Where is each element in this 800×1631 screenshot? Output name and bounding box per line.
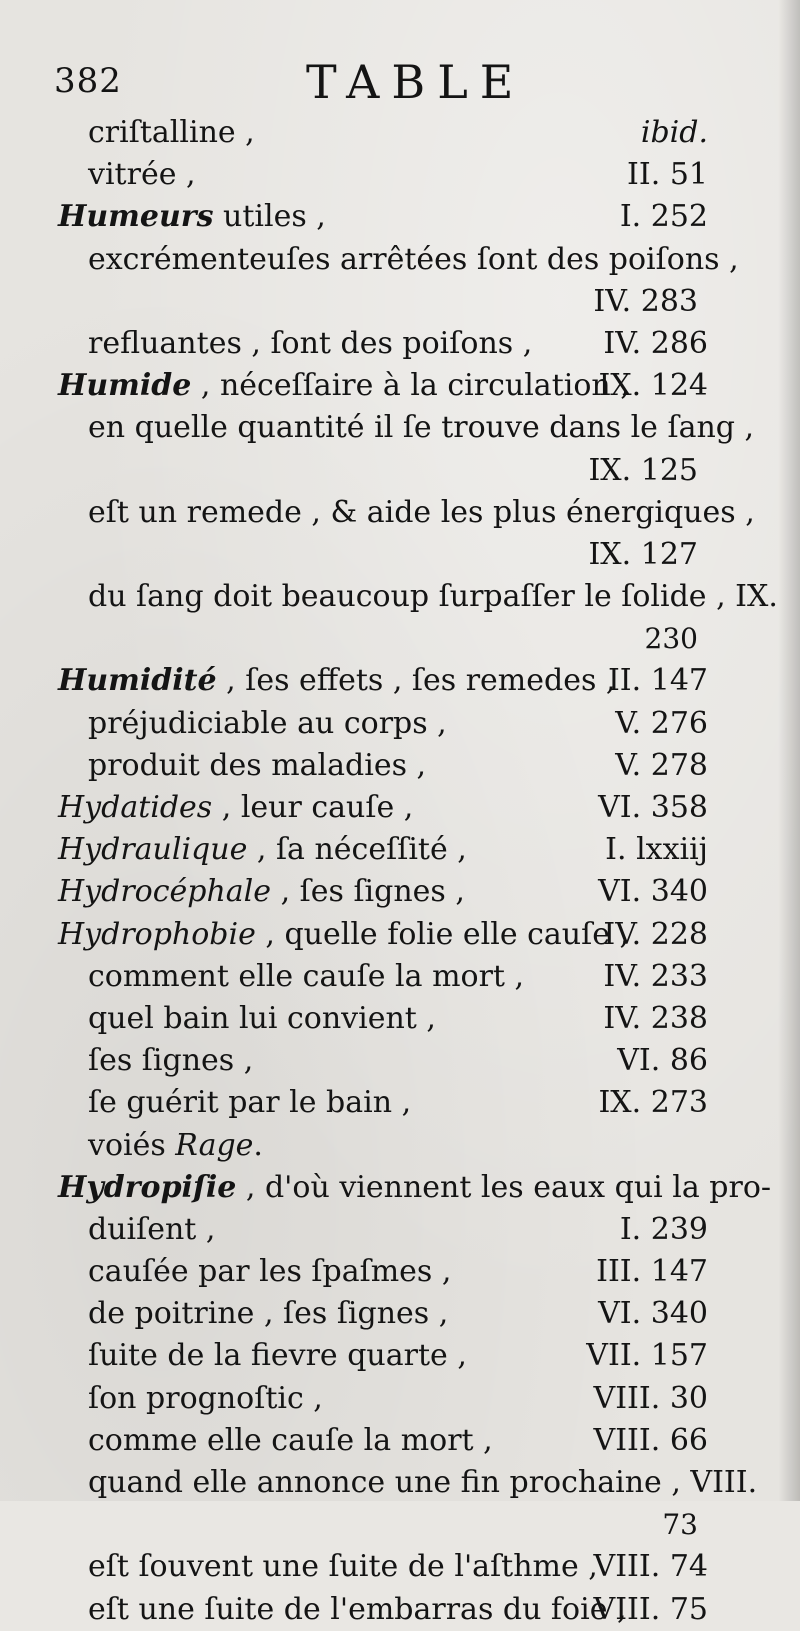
entry-reference: V. 278: [615, 747, 708, 783]
entry-text: criſtalline ,: [88, 115, 255, 150]
entry-text: eſt une ſuite de l'embarras du foie ,: [88, 1591, 627, 1627]
entry-reference: IX. 273: [598, 1085, 708, 1121]
entry-reference: II. 51: [627, 157, 708, 193]
index-line: [0, 112, 800, 154]
entry-text: préjudiciable au corps ,: [88, 705, 447, 741]
index-line: [0, 534, 800, 576]
index-entries: [0, 112, 800, 1631]
index-line: [0, 1125, 800, 1167]
index-line: [0, 1504, 800, 1546]
entry-text: [58, 914, 629, 956]
index-line: [0, 618, 800, 660]
entry-text: excrémenteuſes arrêtées ſont des poiſons ,: [88, 241, 739, 277]
entry-text: cauſée par les ſpaſmes ,: [88, 1254, 452, 1290]
index-line: [0, 787, 800, 829]
index-line: [0, 323, 800, 365]
entry-reference: IX. 124: [598, 368, 708, 404]
entry-text: ſon prognoſtic ,: [88, 1380, 323, 1416]
index-line: [0, 281, 800, 323]
running-title: TABLE: [306, 55, 526, 109]
index-line: [0, 1209, 800, 1251]
entry-reference: IV. 238: [603, 1000, 708, 1036]
index-line: [0, 998, 800, 1040]
entry-text: quand elle annonce une fin prochaine , VIII.: [88, 1465, 758, 1500]
cross-reference-prefix: voiés: [88, 1127, 176, 1163]
entry-heading: Hydraulique: [58, 832, 248, 868]
entry-subtext: utiles ,: [213, 199, 326, 235]
entry-text: vitrée ,: [88, 157, 196, 193]
entry-text: comme elle cauſe la mort ,: [88, 1422, 493, 1458]
page-number: 382: [54, 61, 122, 101]
entry-reference: I. 252: [619, 199, 708, 235]
entry-heading: Humeurs: [58, 199, 214, 235]
entry-text: [58, 829, 467, 871]
entry-text: [58, 1167, 771, 1209]
index-line: [0, 1378, 800, 1420]
entry-heading: Humidité: [58, 663, 217, 699]
entry-text: en quelle quantité il ſe trouve dans le ſang ,: [88, 410, 755, 446]
entry-subtext: , ſa néceſſité ,: [247, 832, 467, 868]
index-line: [0, 1462, 800, 1504]
index-line: [0, 365, 800, 407]
entry-reference: IV. 233: [603, 958, 708, 994]
entry-text: [58, 871, 465, 913]
entry-reference: IV. 283: [593, 283, 698, 319]
entry-text: ſuite de la fievre quarte ,: [88, 1338, 467, 1374]
index-line: [0, 239, 800, 281]
index-line: [0, 1589, 800, 1631]
entry-text: produit des maladies ,: [88, 747, 427, 783]
entry-text: du ſang doit beaucoup ſurpaſſer le ſolide , IX.: [88, 579, 778, 615]
index-line: [0, 196, 800, 238]
index-line: [0, 1040, 800, 1082]
entry-heading: Hydrocéphale: [58, 874, 272, 910]
entry-heading: Hydrophobie: [58, 916, 256, 952]
entry-subtext: , d'où viennent les eaux qui la pro-: [236, 1169, 772, 1205]
entry-text: duiſent ,: [88, 1211, 216, 1247]
index-line: [0, 871, 800, 913]
cross-reference-target: Rage: [175, 1127, 254, 1163]
entry-reference: I. lxxiij: [605, 832, 708, 868]
entry-reference: VI. 340: [598, 1296, 708, 1332]
cross-reference-suffix: .: [253, 1127, 263, 1163]
entry-reference: VI. 340: [598, 874, 708, 910]
entry-subtext: , ſes effets , ſes remedes ,: [216, 663, 616, 699]
entry-reference: VI. 358: [598, 790, 708, 825]
entry-reference: IV. 228: [603, 916, 708, 952]
entry-text: ſes ſignes ,: [88, 1043, 254, 1079]
entry-reference: VIII. 75: [593, 1591, 708, 1627]
index-line: [0, 703, 800, 745]
entry-reference: IX. 127: [588, 536, 698, 572]
index-line: [0, 407, 800, 449]
index-line: [0, 1420, 800, 1462]
entry-text: [58, 365, 630, 407]
entry-reference: III. 147: [596, 1254, 708, 1290]
entry-text: quel bain lui convient ,: [88, 1000, 436, 1036]
entry-heading: Hydropiſie: [58, 1169, 237, 1205]
entry-text: eſt ſouvent une ſuite de l'aſthme ,: [88, 1549, 598, 1585]
entry-heading: Humide: [58, 368, 192, 404]
entry-reference: V. 276: [615, 705, 708, 741]
entry-reference: IV. 286: [603, 325, 708, 361]
entry-text: ſe guérit par le bain ,: [88, 1085, 412, 1121]
index-line: [0, 1293, 800, 1335]
index-line: [0, 576, 800, 618]
entry-reference: VII. 157: [586, 1338, 708, 1374]
index-line: [0, 450, 800, 492]
entry-reference: IX. 125: [588, 452, 698, 488]
index-line: [0, 1251, 800, 1293]
entry-text: eſt un remede , & aide les plus énergiques ,: [88, 494, 755, 530]
index-line: [0, 154, 800, 196]
entry-text: [58, 660, 615, 702]
entry-reference: I. 239: [619, 1211, 708, 1247]
entry-reference: VIII. 66: [593, 1422, 708, 1458]
entry-reference: 73: [662, 1508, 698, 1542]
index-line: [0, 956, 800, 998]
entry-text: [88, 1125, 263, 1167]
entry-reference: VIII. 30: [593, 1380, 708, 1416]
entry-subtext: , néceſſaire à la circulation ,: [191, 368, 630, 404]
entry-reference: 230: [644, 622, 698, 656]
entry-reference: VIII. 74: [593, 1549, 708, 1585]
running-header: [48, 55, 748, 115]
index-line: [0, 914, 800, 956]
index-line: [0, 1167, 800, 1209]
entry-subtext: , leur cauſe ,: [212, 790, 414, 825]
index-line: [0, 492, 800, 534]
entry-text: comment elle cauſe la mort ,: [88, 958, 525, 994]
entry-heading: Hydatides: [58, 790, 213, 825]
index-line: [0, 1335, 800, 1377]
index-line: [0, 745, 800, 787]
entry-reference: ibid.: [640, 115, 708, 150]
entry-subtext: , ſes ſignes ,: [271, 874, 465, 910]
entry-subtext: , quelle folie elle cauſe ,: [255, 916, 630, 952]
entry-text: [58, 787, 413, 829]
entry-text: de poitrine , ſes ſignes ,: [88, 1296, 449, 1332]
entry-text: [58, 196, 326, 238]
index-line: [0, 1546, 800, 1588]
index-line: [0, 1082, 800, 1124]
index-line: [0, 829, 800, 871]
entry-reference: II. 147: [607, 663, 708, 699]
entry-text: refluantes , ſont des poiſons ,: [88, 325, 533, 361]
index-line: [0, 660, 800, 702]
entry-reference: VI. 86: [617, 1043, 708, 1079]
